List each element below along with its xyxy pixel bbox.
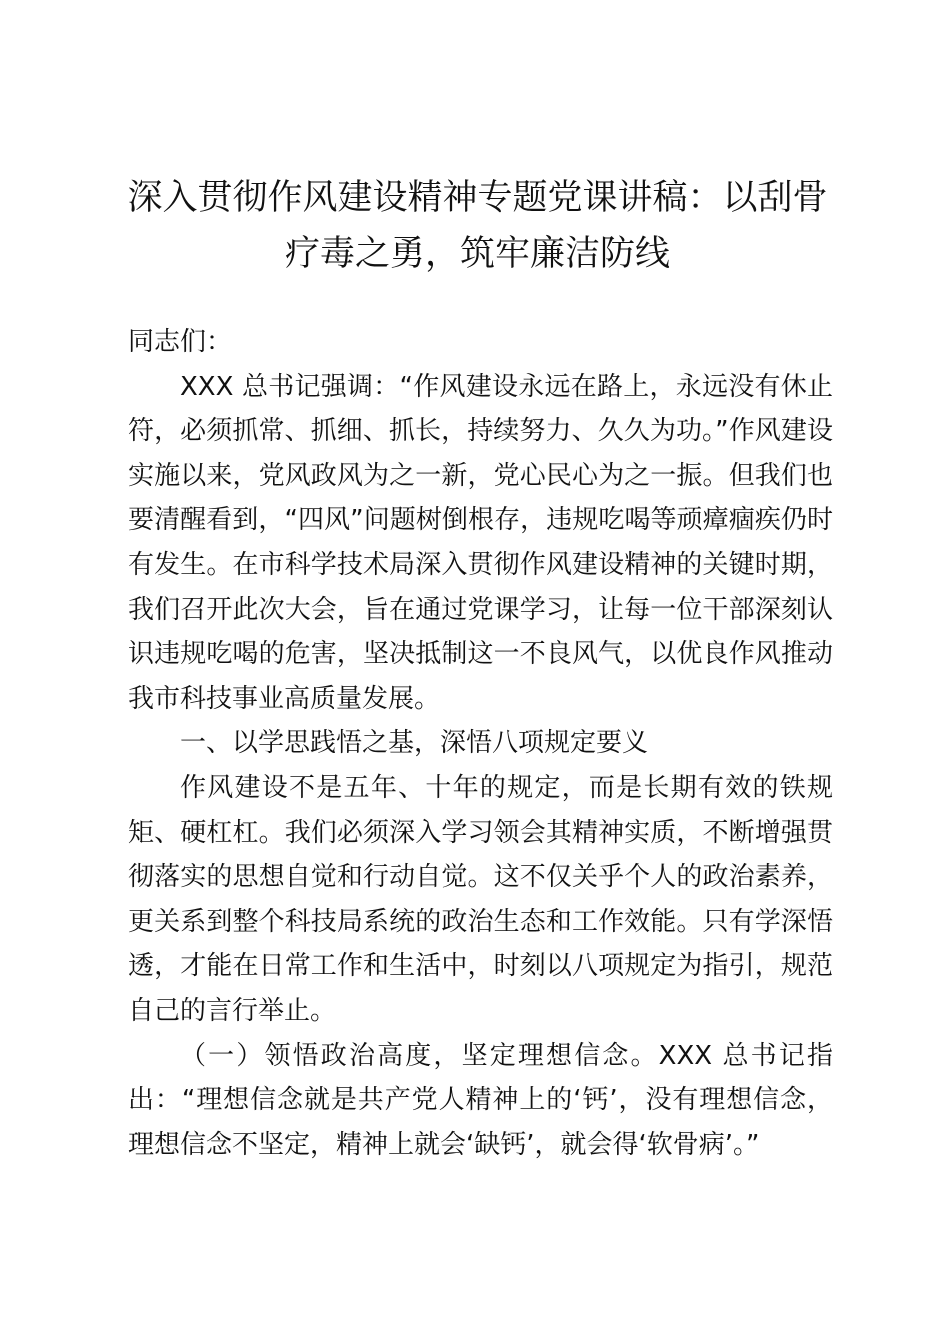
document-title — [120, 170, 835, 282]
section-heading-1: 一、以学思践悟之基，深悟八项规定要义 — [180, 728, 649, 759]
salutation: 同志们： — [128, 327, 233, 357]
section-1-paragraph: 作风建设不是五年、十年的规定，而是长期有效的铁规矩、硬杠杠。我们必须深入学习领会其精神实质，不断增强贯彻落实的思想自觉和行动自觉。这不仅关乎个人的政治素养，更关系到整个科技局系统的政治生态和工作效能。只有学深悟透，才能在日常工作和生活中，时刻以八项规定为指引，规范自己的言行举止。 — [128, 772, 833, 1026]
title-line-2: 疗毒之勇，筑牢廉洁防线 — [284, 234, 670, 274]
subsection-1-paragraph: （一）领悟政治高度，坚定理想信念。XXX 总书记指出：“理想信念就是共产党人精神上的‘钙’，没有理想信念，理想信念不坚定，精神上就会‘缺钙’，就会得‘软骨病’。” — [128, 1040, 833, 1160]
document-body — [128, 320, 833, 1167]
intro-paragraph: XXX 总书记强调：“作风建设永远在路上，永远没有休止符，必须抓常、抓细、抓长，持续努力、久久为功。”作风建设实施以来，党风政风为之一新，党心民心为之一振。但我们也要清醒看到，“四风”问题树倒根存，违规吃喝等顽瘴痼疾仍时有发生。在市科学技术局深入贯彻作风建设精神的关键时期，我们召开此次大会，旨在通过党课学习，让每一位干部深刻认识违规吃喝的危害，坚决抵制这一不良风气，以优良作风推动我市科技事业高质量发展。 — [128, 371, 833, 714]
title-line-1: 深入贯彻作风建设精神专题党课讲稿：以刮骨 — [127, 178, 828, 218]
